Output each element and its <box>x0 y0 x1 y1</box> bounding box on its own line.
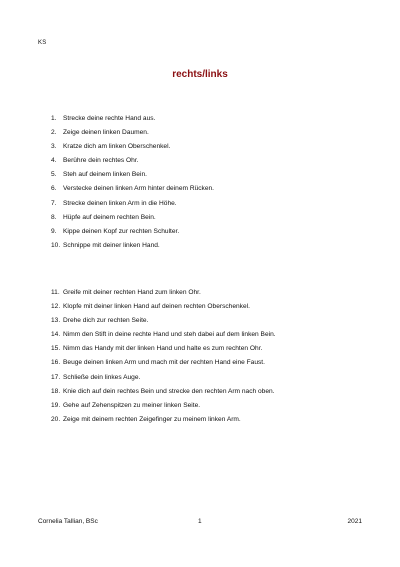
item-text: Kippe deinen Kopf zur rechten Schulter. <box>63 227 180 235</box>
item-number: 12. <box>51 303 61 311</box>
list-item <box>51 300 376 314</box>
item-number: 10. <box>51 241 61 249</box>
item-number: 19. <box>51 401 61 409</box>
list-item <box>51 239 376 253</box>
item-number: 6. <box>51 185 57 193</box>
item-number: 2. <box>51 129 57 137</box>
item-number: 4. <box>51 157 57 165</box>
item-number: 8. <box>51 213 57 221</box>
item-text: Gehe auf Zehenspitzen zu meiner linken Seite. <box>63 401 201 409</box>
footer-page-number: 1 <box>198 518 202 525</box>
page-title: rechts/links <box>172 69 228 80</box>
list-item <box>51 126 376 140</box>
list-item <box>51 371 376 385</box>
item-text: Hüpfe auf deinem rechten Bein. <box>63 213 156 221</box>
list-item <box>51 328 376 342</box>
list-item <box>51 314 376 328</box>
list-item <box>51 385 376 399</box>
item-number: 14. <box>51 331 61 339</box>
item-text: Verstecke deinen linken Arm hinter deinem Rücken. <box>63 185 215 193</box>
item-text: Zeige mit deinem rechten Zeigefinger zu meinem linken Arm. <box>63 415 241 423</box>
item-number: 7. <box>51 199 57 207</box>
item-number: 13. <box>51 317 61 325</box>
item-number: 3. <box>51 143 57 151</box>
list-item <box>51 182 376 196</box>
item-text: Nimm den Stift in deine rechte Hand und steh dabei auf dem linken Bein. <box>63 331 276 339</box>
header-initials: KS <box>38 40 47 46</box>
list-item <box>51 399 376 413</box>
item-number: 18. <box>51 387 61 395</box>
list-item <box>51 112 376 126</box>
instruction-list-1 <box>51 112 376 253</box>
item-text: Drehe dich zur rechten Seite. <box>63 317 149 325</box>
list-item <box>51 211 376 225</box>
instruction-list-2 <box>51 286 376 427</box>
item-text: Kratze dich am linken Oberschenkel. <box>63 143 171 151</box>
item-number: 9. <box>51 227 57 235</box>
item-number: 11. <box>51 289 60 296</box>
item-text: Beuge deinen linken Arm und mach mit der rechten Hand eine Faust. <box>63 359 265 367</box>
list-item <box>51 154 376 168</box>
list-item <box>51 140 376 154</box>
list-item <box>51 225 376 239</box>
item-text: Schließe dein linkes Auge. <box>63 373 141 381</box>
list-item <box>51 168 376 182</box>
item-number: 1. <box>51 115 57 122</box>
list-item <box>51 286 376 300</box>
item-text: Strecke deinen linken Arm in die Höhe. <box>63 199 177 207</box>
item-number: 20. <box>51 415 61 423</box>
list-item <box>51 413 376 427</box>
list-item <box>51 197 376 211</box>
item-text: Steh auf deinem linken Bein. <box>63 171 147 179</box>
item-text: Greife mit deiner rechten Hand zum linken Ohr. <box>63 289 201 296</box>
item-text: Nimm das Handy mit der linken Hand und halte es zum rechten Ohr. <box>63 345 263 353</box>
list-item <box>51 342 376 356</box>
item-number: 5. <box>51 171 57 179</box>
item-number: 16. <box>51 359 61 367</box>
item-text: Knie dich auf dein rechtes Bein und strecke den rechten Arm nach oben. <box>63 387 275 395</box>
item-text: Zeige deinen linken Daumen. <box>63 129 149 137</box>
item-text: Schnippe mit deiner linken Hand. <box>63 241 160 249</box>
footer-author: Cornelia Tallian, BSc <box>38 518 98 525</box>
footer-year: 2021 <box>347 518 362 525</box>
item-text: Klopfe mit deiner linken Hand auf deinen rechten Oberschenkel. <box>63 303 250 311</box>
item-text: Berühre dein rechtes Ohr. <box>63 157 139 165</box>
item-number: 17. <box>51 373 61 381</box>
list-item <box>51 356 376 370</box>
item-text: Strecke deine rechte Hand aus. <box>63 115 156 122</box>
item-number: 15. <box>51 345 61 353</box>
